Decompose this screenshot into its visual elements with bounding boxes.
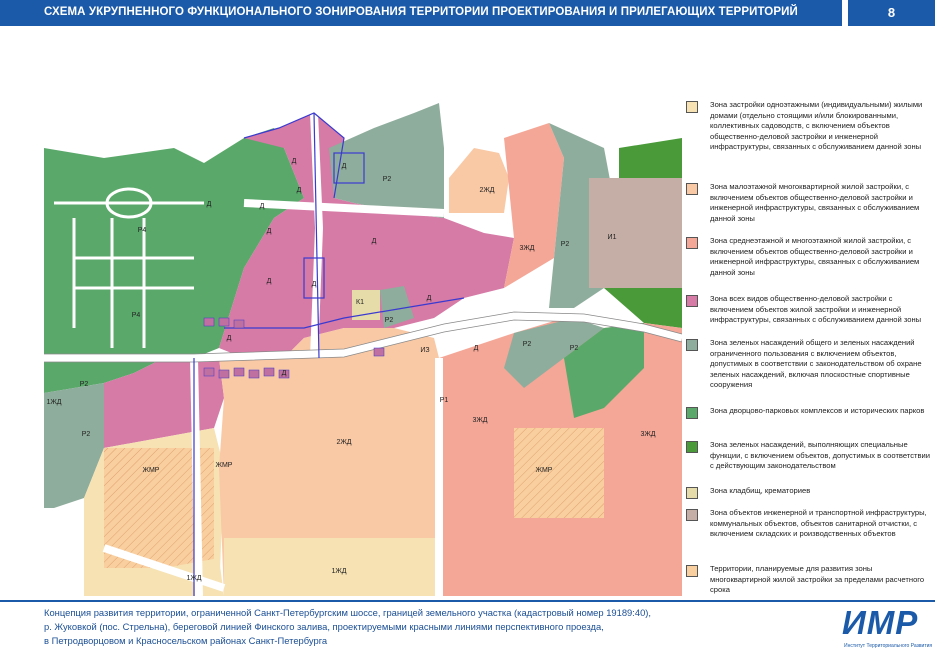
legend-text: Территории, планируемые для развития зоны многоквартирной жилой застройки за пределами расчетного срока xyxy=(710,564,925,595)
label-1zhd-2: 1ЖД xyxy=(186,575,202,582)
label-d-10: Д xyxy=(473,345,479,352)
label-d-13: Д xyxy=(206,201,212,208)
zone-planned-east xyxy=(514,428,604,518)
footer-divider xyxy=(0,600,935,602)
legend-swatch xyxy=(686,295,698,307)
caption-line-1: Концепция развития территории, ограниченной Санкт-Петербургским шоссе, границей земельного участка (кадастровый номер 19189:40), xyxy=(44,607,652,618)
label-r2-6: Р2 xyxy=(81,431,91,438)
label-iz: ИЗ xyxy=(420,347,430,354)
zoning-map[interactable] xyxy=(44,28,682,596)
legend-swatch xyxy=(686,183,698,195)
zoning-map-svg xyxy=(44,28,682,596)
legend-swatch xyxy=(686,441,698,453)
legend-text: Зона зеленых насаждений общего и зеленых насаждений ограниченного пользования с включением объектов, допустимых в соответствии с законодательством об охране зеленых насаждений, включая плоскостные спортивные сооружения xyxy=(710,338,922,390)
footer-caption xyxy=(44,606,744,649)
label-1zhd-1: 1ЖД xyxy=(46,399,62,406)
legend-text: Зона зеленых насаждений, выполняющих специальные функции, с включением объектов, допустимых в соответствии с действующим законодательством xyxy=(710,440,931,471)
label-d-12: Д xyxy=(281,370,287,377)
label-zhmr-3: ЖМР xyxy=(535,467,553,474)
page-number: 8 xyxy=(848,0,935,26)
label-r2-5: Р2 xyxy=(79,381,89,388)
legend-text: Зона застройки одноэтажными (индивидуальными) жилыми домами (отдельно стоящими и/или блокированными, коллективных садоводств, с включением объектов общественно-деловой застройки и инженерной инфраструктуры, связанных с обслуживанием данной зоны xyxy=(710,100,923,152)
label-r2-1: Р2 xyxy=(382,176,392,183)
caption-line-3: в Петродворцовом и Красносельском районах Санкт-Петербурга xyxy=(44,635,328,647)
zone-individual-south xyxy=(224,538,439,596)
caption-line-2: р. Жуковкой (пос. Стрельна), береговой линией Финского залива, проектируемыми красными линиями перспективного проезда, xyxy=(44,621,604,633)
label-r4-2: Р4 xyxy=(131,312,141,319)
logo-subtitle: Институт Территориального Развития xyxy=(844,643,933,649)
label-zhmr-1: ЖМР xyxy=(142,467,160,474)
label-3zhd-2: 3ЖД xyxy=(472,417,488,424)
label-r2-4: Р2 xyxy=(569,345,579,352)
legend-swatch xyxy=(686,407,698,419)
label-r2-2: Р2 xyxy=(560,241,570,248)
label-d-3: Д xyxy=(341,163,347,170)
page-title: СХЕМА УКРУПНЕННОГО ФУНКЦИОНАЛЬНОГО ЗОНИРОВАНИЯ ТЕРРИТОРИИ ПРОЕКТИРОВАНИЯ И ПРИЛЕГАЮЩИХ ТЕРРИТОРИЙ xyxy=(44,6,798,18)
label-k1: К1 xyxy=(356,299,364,306)
legend-text: Зона среднеэтажной и многоэтажной жилой застройки, с включением объектов общественно-деловой застройки и инженерной инфраструктуры, связанных с обслуживанием данной зоны xyxy=(710,236,920,277)
label-3zhd-1: 3ЖД xyxy=(519,245,535,252)
legend-swatch xyxy=(686,237,698,249)
label-d-6: Д xyxy=(371,238,377,245)
legend-text: Зона дворцово-парковых комплексов и исторических парков xyxy=(710,406,925,415)
label-2zhd-1: 2ЖД xyxy=(479,187,495,194)
label-d-9: Д xyxy=(426,295,432,302)
company-logo xyxy=(842,605,932,657)
legend-swatch xyxy=(686,509,698,521)
label-d-11: Д xyxy=(226,335,232,342)
label-i1: И1 xyxy=(607,234,617,241)
legend-text: Зона всех видов общественно-деловой застройки с включением объектов жилой застройки и инженерной инфраструктуры, связанных с обслуживанием данной зоны xyxy=(710,294,922,325)
label-d-7: Д xyxy=(266,278,272,285)
label-r2-3: Р2 xyxy=(522,341,532,348)
label-r2-7: Р2 xyxy=(384,317,394,324)
label-r4-1: Р4 xyxy=(137,227,147,234)
label-r1: Р1 xyxy=(439,397,449,404)
legend-text: Зона объектов инженерной и транспортной инфраструктуры, коммунальных объектов, объектов санитарной отчистки, с включением складских и роизводственных объектов xyxy=(710,508,927,539)
legend-swatch xyxy=(686,339,698,351)
label-d-5: Д xyxy=(266,228,272,235)
label-d-4: Д xyxy=(296,187,302,194)
label-zhmr-2: ЖМР xyxy=(215,462,233,469)
label-d-2: Д xyxy=(259,203,265,210)
legend-text: Зона кладбищ, крематориев xyxy=(710,486,811,495)
legend-swatch xyxy=(686,101,698,113)
legend-swatch xyxy=(686,487,698,499)
zone-engineering xyxy=(589,178,682,288)
label-1zhd-3: 1ЖД xyxy=(331,568,347,575)
label-d-8: Д xyxy=(311,281,317,288)
label-d-1: Д xyxy=(291,158,297,165)
legend-swatch xyxy=(686,565,698,577)
legend-text: Зона малоэтажной многоквартирной жилой застройки, с включением объектов общественно-деловой застройки и инженерной инфраструктуры, связанных с обслуживанием данной зоны xyxy=(710,182,920,223)
label-2zhd-2: 2ЖД xyxy=(336,439,352,446)
logo-text: ИМР xyxy=(842,604,919,641)
label-3zhd-3: 3ЖД xyxy=(640,431,656,438)
